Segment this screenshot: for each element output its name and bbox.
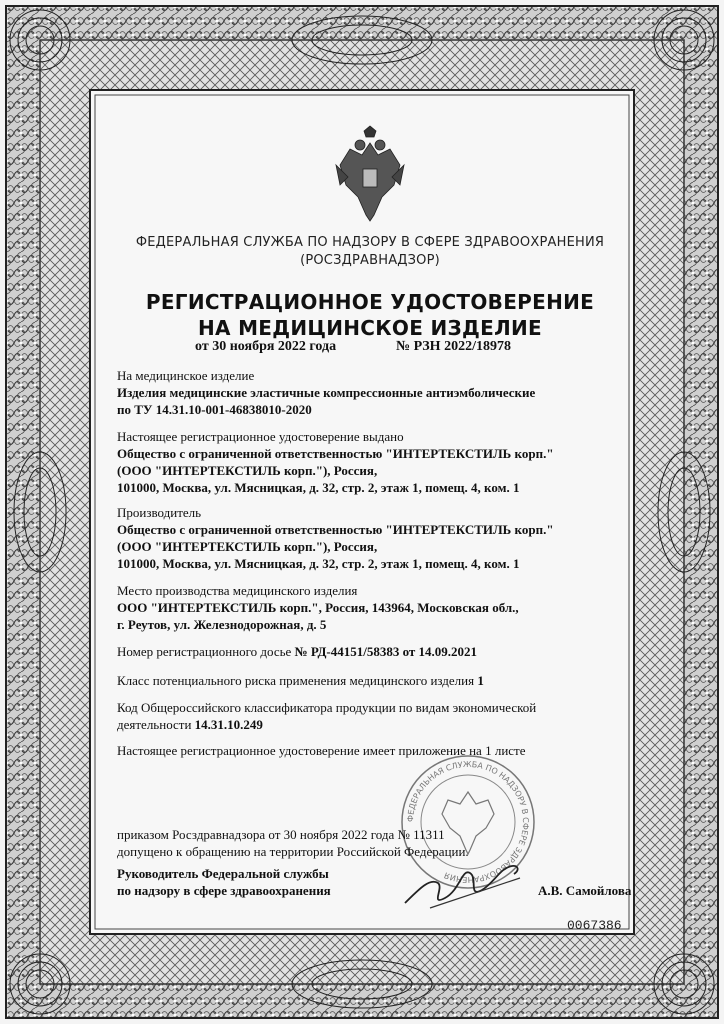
risk-class-value: 1 <box>477 673 484 688</box>
production-site-line1: ООО "ИНТЕРТЕКСТИЛЬ корп.", Россия, 143964, Московская обл., <box>117 600 519 615</box>
risk-class-label: Класс потенциального риска применения медицинского изделия <box>117 673 475 688</box>
document-title-line2: НА МЕДИЦИНСКОЕ ИЗДЕЛИЕ <box>197 316 542 340</box>
issued-line1: Общество с ограниченной ответственностью "ИНТЕРТЕКСТИЛЬ корп." <box>117 446 554 461</box>
issued-line3: 101000, Москва, ул. Мясницкая, д. 32, стр. 2, этаж 1, помещ. 4, ком. 1 <box>117 480 520 495</box>
production-site-line2: г. Реутов, ул. Железнодорожная, д. 5 <box>117 617 327 632</box>
device-label: На медицинское изделие <box>117 368 255 383</box>
dossier-value: № РД-44151/58383 от 14.09.2021 <box>294 644 478 659</box>
okpd-value: 14.31.10.249 <box>194 717 263 732</box>
issued-label: Настоящее регистрационное удостоверение выдано <box>117 429 404 444</box>
order-line1: приказом Росздравнадзора от 30 ноября 2022 года № 11311 <box>117 827 445 842</box>
device-name-line2: по ТУ 14.31.10-001-46838010-2020 <box>117 402 312 417</box>
risk-class-row <box>117 673 484 689</box>
handwritten-signature <box>400 848 530 918</box>
appendix-note: Настоящее регистрационное удостоверение имеет приложение на 1 листе <box>117 743 526 758</box>
registration-number: № РЗН 2022/18978 <box>396 339 511 354</box>
agency-name: ФЕДЕРАЛЬНАЯ СЛУЖБА ПО НАДЗОРУ В СФЕРЕ ЗДРАВООХРАНЕНИЯ <box>135 235 605 250</box>
okpd-label-line1: Код Общероссийского классификатора продукции по видам экономической <box>117 700 537 715</box>
document-title-line1: РЕГИСТРАЦИОННОЕ УДОСТОВЕРЕНИЕ <box>145 290 595 314</box>
okpd-label-line2: деятельности <box>117 717 192 732</box>
russian-coat-of-arms-icon <box>330 125 410 225</box>
seal-text: ФЕДЕРАЛЬНАЯ СЛУЖБА ПО НАДЗОРУ В СФЕРЕ ЗДРАВООХРАНЕНИЯ <box>405 759 531 885</box>
manufacturer-line2: (ООО "ИНТЕРТЕКСТИЛЬ корп."), Россия, <box>117 539 378 554</box>
dossier-label: Номер регистрационного досье <box>117 644 292 659</box>
signatory-role-line2: по надзору в сфере здравоохранения <box>117 883 331 898</box>
signatory-name: А.В. Самойлова <box>538 883 632 898</box>
manufacturer-line1: Общество с ограниченной ответственностью "ИНТЕРТЕКСТИЛЬ корп." <box>117 522 554 537</box>
manufacturer-line3: 101000, Москва, ул. Мясницкая, д. 32, стр. 2, этаж 1, помещ. 4, ком. 1 <box>117 556 520 571</box>
device-name-line1: Изделия медицинские эластичные компрессионные антиэмболические <box>117 385 536 400</box>
agency-abbreviation: (РОСЗДРАВНАДЗОР) <box>300 253 440 268</box>
order-line2: допущено к обращению на территории Российской Федерации. <box>117 844 469 859</box>
okpd-row <box>117 717 263 733</box>
dossier-row <box>117 644 477 660</box>
manufacturer-label: Производитель <box>117 505 202 520</box>
serial-number: 0067386 <box>567 918 622 933</box>
production-site-label: Место производства медицинского изделия <box>117 583 358 598</box>
issued-line2: (ООО "ИНТЕРТЕКСТИЛЬ корп."), Россия, <box>117 463 378 478</box>
issue-date: от 30 ноября 2022 года <box>195 339 337 354</box>
signatory-role-line1: Руководитель Федеральной службы <box>117 866 329 881</box>
